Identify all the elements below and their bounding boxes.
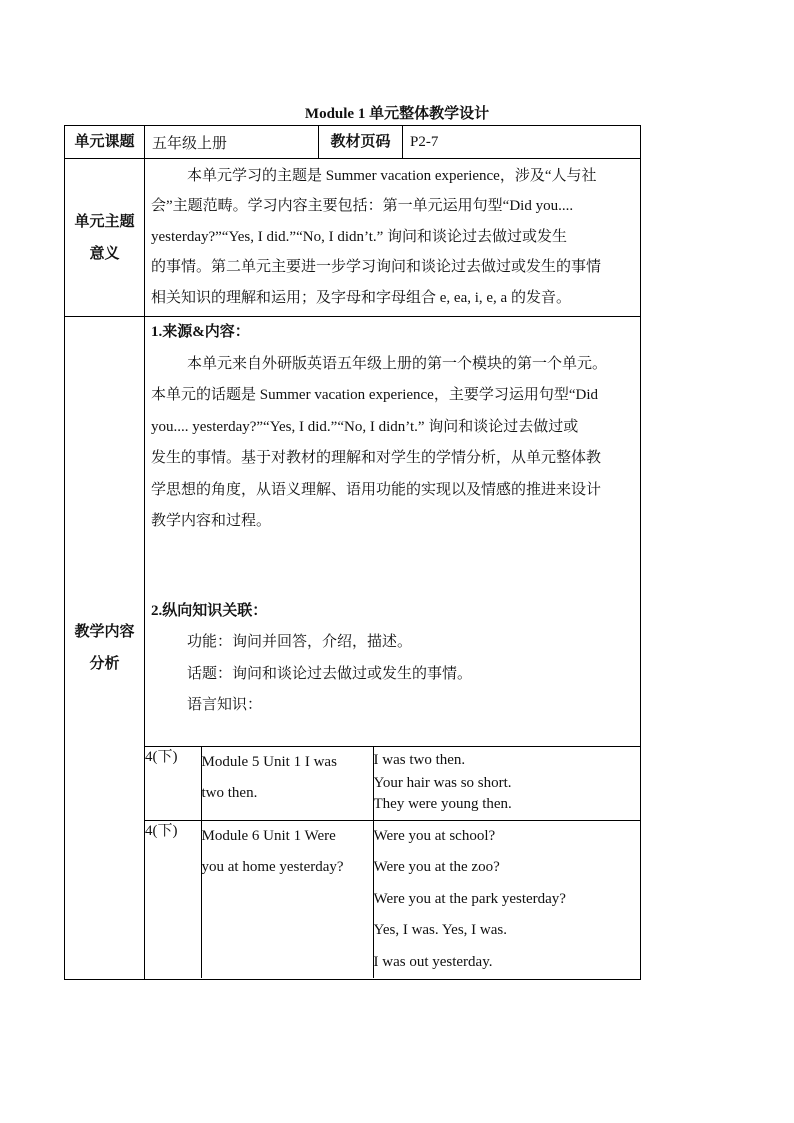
theme-label: [65, 159, 145, 317]
knowledge-row: [145, 746, 640, 820]
sentence: I was two then.: [373, 751, 466, 768]
sentence: Yes, I was. Yes, I was.: [373, 922, 507, 938]
section2-title: 2.纵向知识关联：: [151, 602, 268, 619]
theme-row: [65, 159, 641, 317]
sentence: Were you at school?: [373, 827, 496, 844]
analysis-label-line2: 分析: [89, 656, 120, 672]
section1-title: 1.来源&内容：: [151, 324, 250, 340]
module-line: two then.: [201, 784, 258, 801]
theme-content: [145, 159, 641, 317]
theme-label-line2: 意义: [89, 245, 120, 262]
theme-line: yesterday?”“Yes, I did.”“No, I didn’t.” 询问和谈论过去做过或发生: [151, 228, 568, 245]
function-line: 功能：询问并回答，介绍，描述。: [187, 634, 413, 650]
analysis-row: [65, 317, 641, 980]
page-range-label: 教材页码: [319, 126, 403, 159]
sentence: Were you at the zoo?: [373, 859, 500, 875]
module-line: Module 6 Unit 1 Were: [201, 827, 336, 844]
sentence: Your hair was so short.: [373, 774, 512, 791]
section1-line: 本单元的话题是 Summer vacation experience，主要学习运用句型“Did: [151, 387, 598, 403]
knowledge-link-table: [145, 746, 640, 979]
section1-line: 本单元来自外研版英语五年级上册的第一个模块的第一个单元。: [187, 355, 608, 372]
analysis-content: [145, 317, 641, 980]
section1-line: 教学内容和过程。: [151, 513, 272, 529]
topic-line: 话题：询问和谈论过去做过或发生的事情。: [187, 665, 473, 682]
theme-line: 的事情。第二单元主要进一步学习询问和谈论过去做过或发生的事情: [151, 259, 602, 276]
theme-line: 本单元学习的主题是 Summer vacation experience，涉及“人与社: [187, 167, 597, 184]
grade-cell: 4(下): [145, 746, 201, 820]
lesson-design-table: [64, 125, 641, 980]
section1-line: you.... yesterday?”“Yes, I did.”“No, I didn’t.” 询问和谈论过去做过或: [151, 418, 579, 435]
sentences-cell: [373, 746, 640, 820]
theme-label-line1: 单元主题: [74, 213, 135, 230]
module-line: you at home yesterday?: [201, 858, 344, 875]
module-cell: [201, 820, 373, 978]
theme-line: 会”主题范畴。学习内容主要包括：第一单元运用句型“Did you....: [151, 198, 574, 215]
analysis-label: [65, 317, 145, 980]
section1-line: 学思想的角度，从语义理解、语用功能的实现以及情感的推进来设计: [151, 481, 602, 498]
language-knowledge-line: 语言知识：: [187, 697, 263, 713]
module-cell: [201, 746, 373, 820]
page-range-value: P2-7: [403, 126, 641, 159]
unit-title-row: [65, 126, 641, 159]
section1-line: 发生的事情。基于对教材的理解和对学生的学情分析，从单元整体教: [151, 450, 602, 466]
module-line: Module 5 Unit 1 I was: [201, 753, 337, 770]
sentence: They were young then.: [373, 795, 512, 812]
grade-cell: 4(下): [145, 820, 201, 978]
analysis-label-line1: 教学内容: [74, 624, 135, 640]
knowledge-row: [145, 820, 640, 978]
sentence: Were you at the park yesterday?: [373, 890, 566, 907]
sentence: I was out yesterday.: [373, 953, 493, 970]
unit-topic-label: 单元课题: [65, 126, 145, 159]
sentences-cell: [373, 820, 640, 978]
unit-topic-value: 五年级上册: [145, 126, 319, 159]
theme-line: 相关知识的理解和运用；及字母和字母组合 e, ea, i, e, a 的发音。: [151, 289, 571, 306]
page-title: Module 1 单元整体教学设计: [304, 106, 490, 122]
